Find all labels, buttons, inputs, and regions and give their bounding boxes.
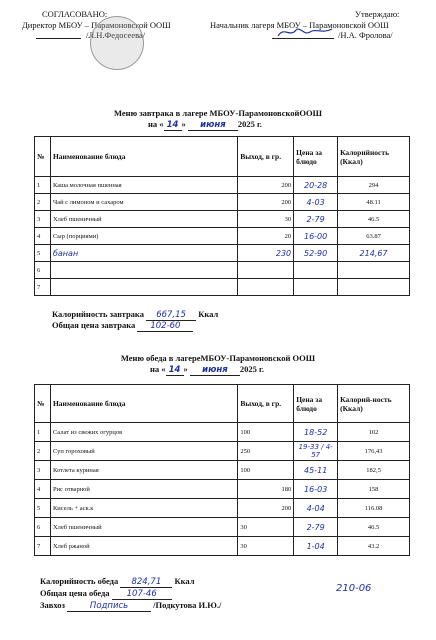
agreed-label: СОГЛАСОВАНО: <box>42 9 108 19</box>
lunch-title: Меню обеда в лагереМБОУ-Парамоновской ООШ <box>120 353 316 363</box>
breakfast-calories: Калорийность завтрака 667,15 Ккал <box>52 309 219 320</box>
table-row: 3 Хлеб пшеничный 30 2-79 46.5 <box>35 211 410 228</box>
col-price: Цена за блюдо <box>294 385 338 423</box>
breakfast-calories-value: 667,15 <box>146 310 196 321</box>
lunch-calories: Калорийность обеда 824,71 Ккал <box>40 576 195 587</box>
lunch-calories-value: 824,71 <box>120 577 172 588</box>
col-calories: Калорий-ность (Ккал) <box>338 385 410 423</box>
table-row: 3 Котлета куриная 100 45-11 182,5 <box>35 461 410 480</box>
storekeeper-line: Завхоз Подпись /Подкутова И.Ю./ <box>40 600 222 611</box>
lunch-date: на « 14 » июня 2025 г. <box>150 364 265 375</box>
table-row: 1 Каша молочная пшенная 200 20-28 294 <box>35 177 410 194</box>
lunch-table <box>34 384 410 556</box>
table-row: 1 Салат из свежих огурцов 100 18-52 102 <box>35 423 410 442</box>
col-dish: Наименование блюда <box>50 137 237 177</box>
breakfast-day: 14 <box>164 120 182 131</box>
table-row: 4 Рис отварной 180 16-03 158 <box>35 480 410 499</box>
table-row: 7 Хлеб ржаной 30 1-04 43.2 <box>35 537 410 556</box>
lunch-month: июня <box>190 365 240 376</box>
school-stamp <box>90 16 144 70</box>
table-row: 5 банан 230 52-90 214,67 <box>35 245 410 262</box>
col-dish: Наименование блюда <box>50 385 237 423</box>
col-calories: Калорийность (Ккал) <box>338 137 410 177</box>
breakfast-price-value: 102-60 <box>137 321 193 332</box>
margin-note: 210-06 <box>336 583 372 594</box>
col-price: Цена за блюдо <box>294 137 338 177</box>
lunch-header-row <box>35 385 410 423</box>
camp-head-signature <box>276 24 336 40</box>
lunch-price: Общая цена обеда 107-46 <box>40 588 172 600</box>
approve-label: Утверждаю: <box>355 9 400 19</box>
breakfast-price: Общая цена завтрака 102-60 <box>52 320 193 332</box>
breakfast-header-row <box>35 137 410 177</box>
camp-head-position: Начальник лагеря МБОУ – Парамоновской ООШ <box>210 20 389 30</box>
table-row: 7 <box>35 279 410 296</box>
table-row: 6 <box>35 262 410 279</box>
col-weight: Выход, в гр. <box>238 137 294 177</box>
director-position: Директор МБОУ – Парамоновской ООШ <box>22 20 171 30</box>
table-row: 2 Суп гороховый 250 19-33 / 4-57 176,43 <box>35 442 410 461</box>
table-row: 6 Хлеб пшеничный 30 2-79 46.5 <box>35 518 410 537</box>
table-row: 2 Чай с лимоном и сахаром 200 4-03 48.11 <box>35 194 410 211</box>
storekeeper-signature: Подпись <box>67 601 151 612</box>
director-name: /Л.Н.Федосеева/ <box>86 30 146 40</box>
table-row: 5 Кисель + аск.к 200 4-04 116.08 <box>35 499 410 518</box>
lunch-day: 14 <box>166 365 184 376</box>
table-row: 4 Сыр (порциями) 20 16-00 63.87 <box>35 228 410 245</box>
breakfast-title: Меню завтрака в лагере МБОУ-ПарамоновскойООШ <box>114 108 322 118</box>
col-number: № <box>35 385 51 423</box>
camp-head-name: /Н.А. Фролова/ <box>338 30 393 40</box>
breakfast-month: июня <box>188 120 238 131</box>
breakfast-table <box>34 136 410 296</box>
col-number: № <box>35 137 51 177</box>
director-signature-line <box>36 38 81 39</box>
col-weight: Выход, в гр. <box>238 385 294 423</box>
lunch-price-value: 107-46 <box>112 589 172 600</box>
breakfast-date: на « 14 » июня 2025 г. <box>148 119 263 130</box>
